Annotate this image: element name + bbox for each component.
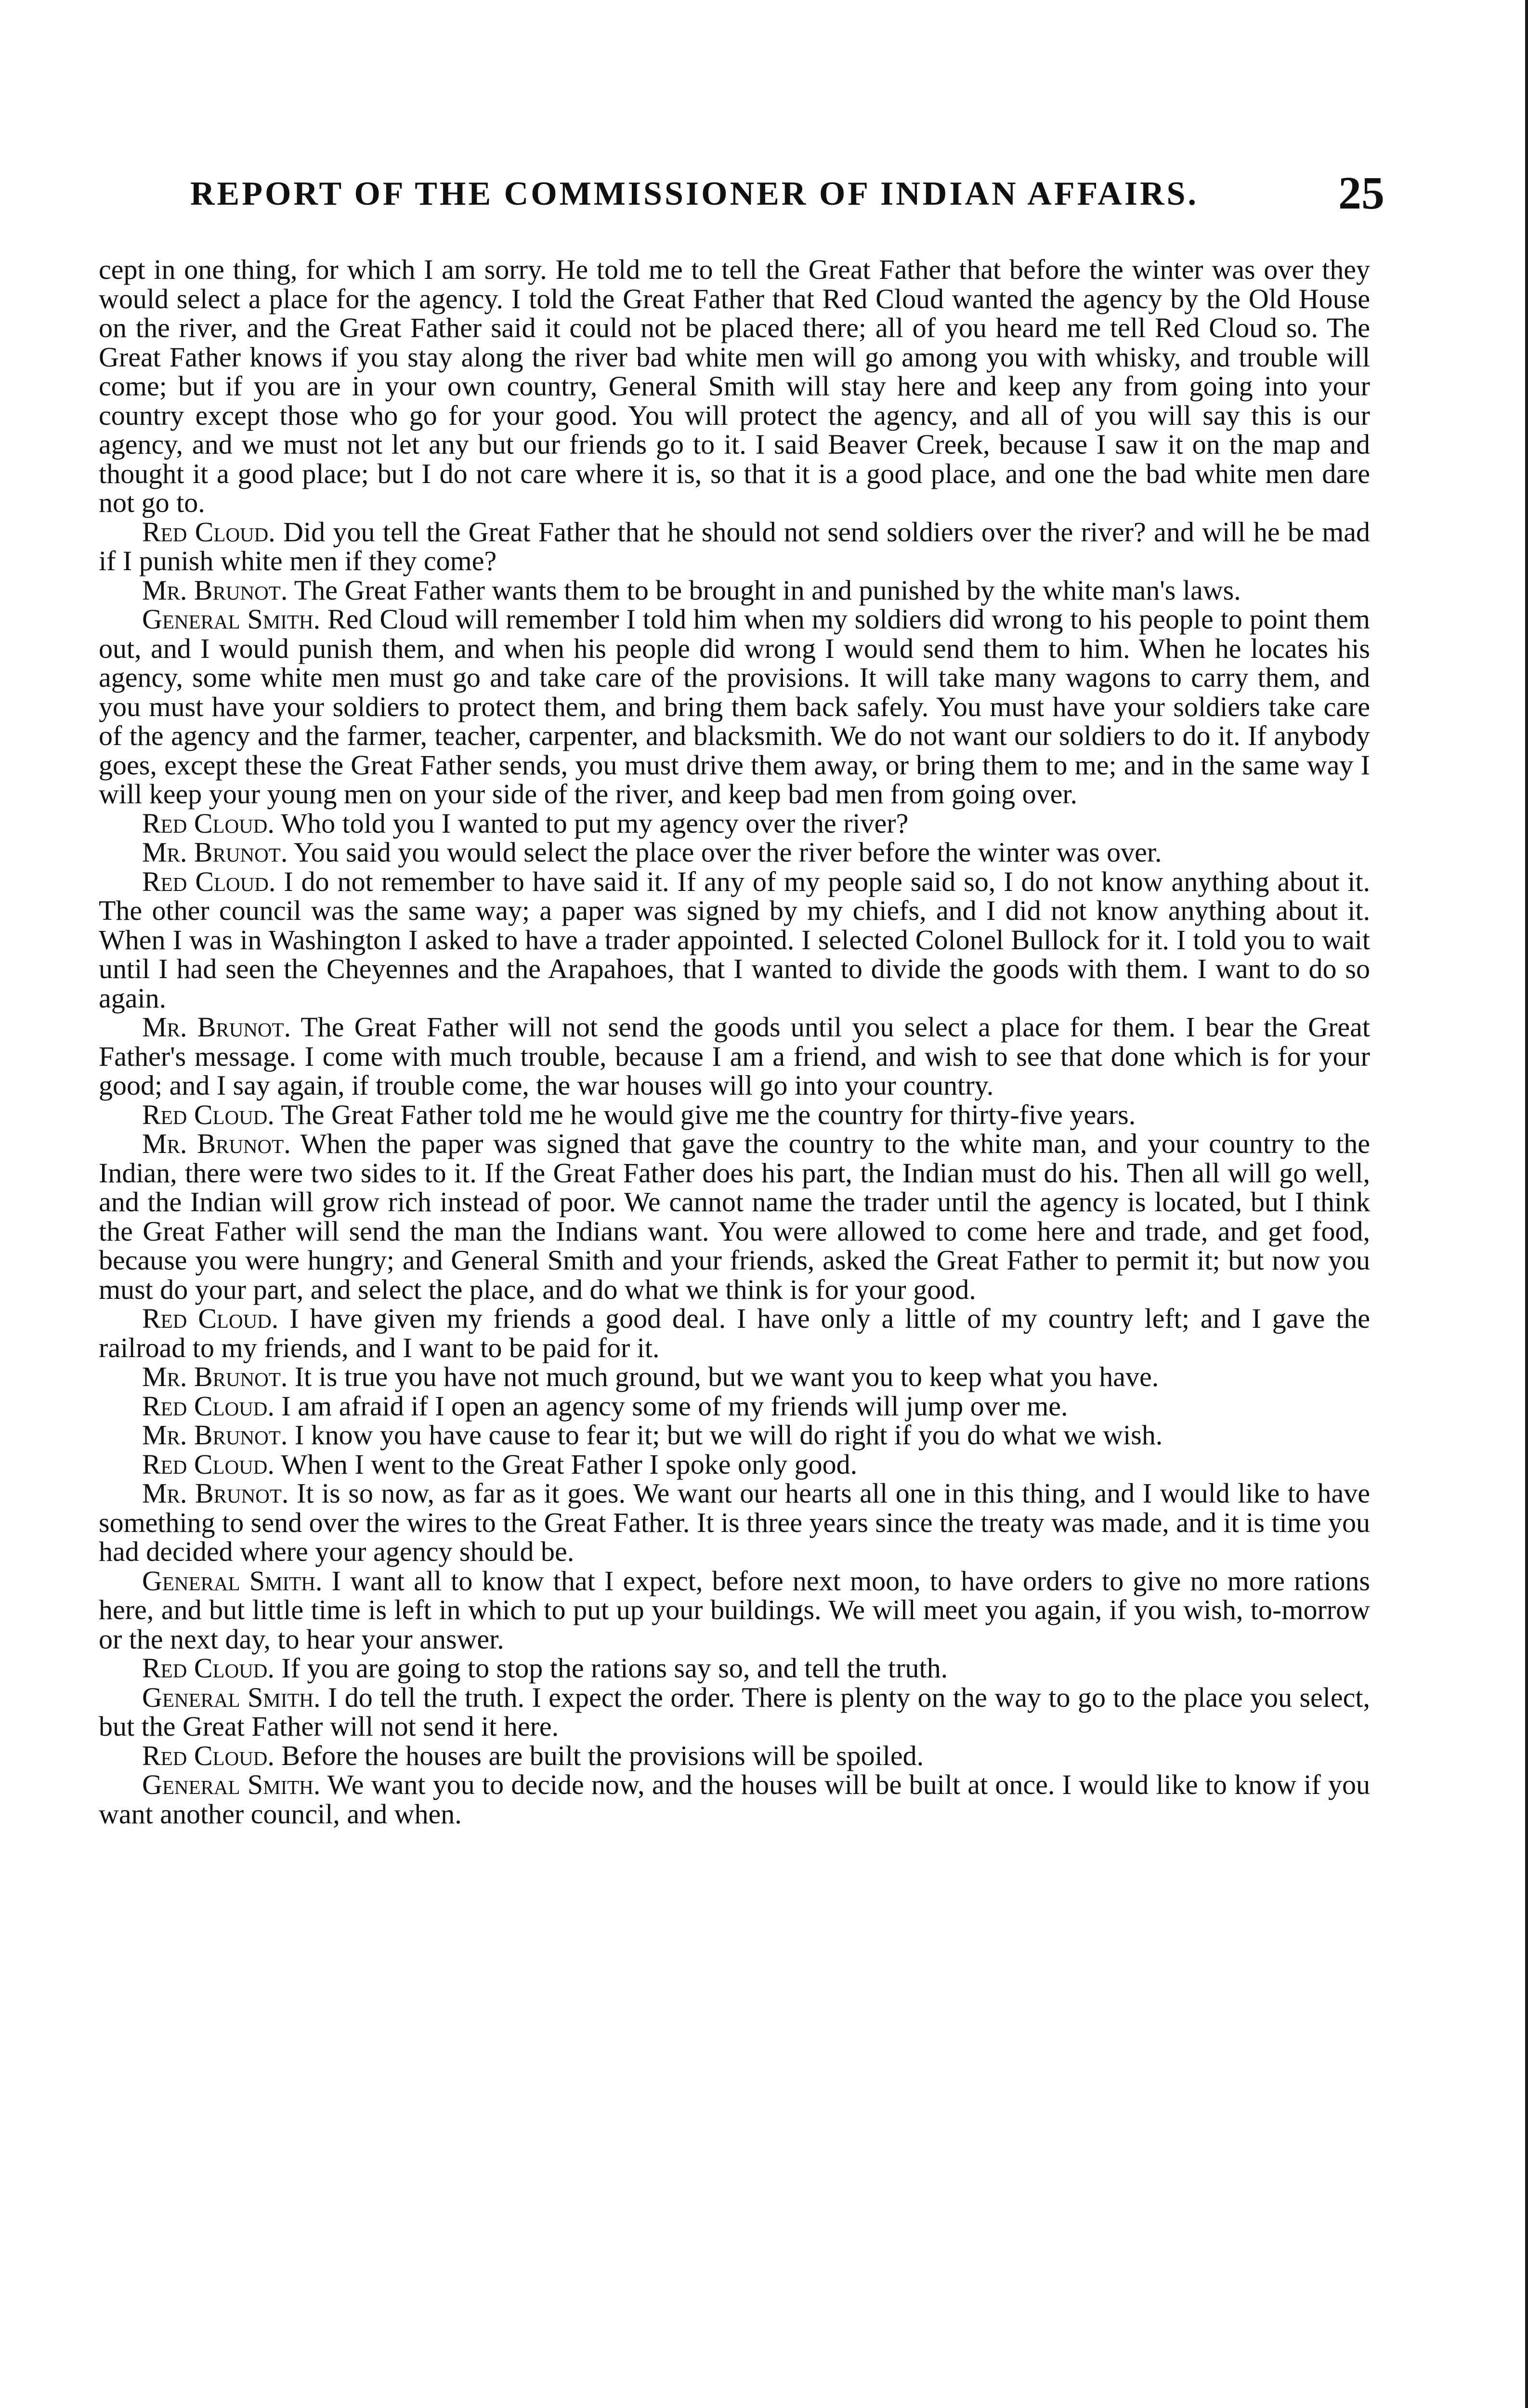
speaker-name: Red Cloud.	[142, 1448, 274, 1480]
paragraph-text: The Great Father wants them to be brought in and punished by the white man's laws.	[294, 574, 1241, 606]
paragraph	[99, 1567, 1370, 1654]
paragraph	[99, 1479, 1370, 1567]
paragraph-continued	[99, 255, 1370, 518]
paragraph	[99, 1770, 1370, 1829]
paragraph-text: Did you tell the Great Father that he should not send soldiers over the river? and will he be mad if I punish white men if they come?	[99, 516, 1371, 576]
speaker-name: Red Cloud.	[142, 807, 274, 839]
speaker-name: Mr. Brunot.	[142, 1419, 288, 1451]
paragraph	[99, 1392, 1370, 1421]
speaker-name: Mr. Brunot.	[142, 837, 288, 868]
paragraph	[99, 838, 1370, 867]
paragraph	[99, 867, 1370, 1013]
paragraph-text: I have given my friends a good deal. I have only a little of my country left; and I gave the railroad to my friends, and I want to be paid for it.	[99, 1303, 1370, 1363]
paragraph-text: I do not remember to have said it. If any of my people said so, I do not know anything about it. The other council was the same way; a paper was signed by my chiefs, and I did not know anything about it. When I was in Washington I asked to have a trader appointed. I selected Colonel Bullock for it. I told you to wait until I had seen the Cheyennes and the Arapahoes, that I wanted to divide the goods with them. I want to do so again.	[99, 865, 1371, 1014]
paragraph-text: I want all to know that I expect, before next moon, to have orders to give no more rations here, and but little time is left in which to put up your buildings. We will meet you again, if you wish, to-morrow or the next day, to hear your answer.	[99, 1565, 1371, 1655]
paragraph-text: Red Cloud will remember I told him when my soldiers did wrong to his people to point them out, and I would punish them, and when his people did wrong I would send them to him. When he locates his agency, some white men must go and take care of the provisions. It will take many wagons to carry them, and you must have your soldiers to protect them, and bring them back safely. You must have your soldiers take care of the agency and the farmer, teacher, carpenter, and blacksmith. We do not want our soldiers to do it. If anybody goes, except these the Great Father sends, you must drive them away, or bring them to me; and in the same way I will keep your young men on your side of the river, and keep bad men from going over.	[99, 603, 1370, 810]
speaker-name: Red Cloud.	[142, 1390, 274, 1422]
paragraph	[99, 1450, 1370, 1479]
paragraph-text: You said you would select the place over the river before the winter was over.	[293, 837, 1162, 868]
paragraph	[99, 1304, 1370, 1362]
paragraph-text: Before the houses are built the provisions will be spoiled.	[281, 1740, 924, 1771]
speaker-name: Mr. Brunot.	[142, 1478, 289, 1509]
paragraph-text: We want you to decide now, and the houses will be built at once. I would like to know if you want another council, and when.	[99, 1769, 1371, 1830]
paragraph-text: The Great Father told me he would give me the country for thirty-five years.	[281, 1099, 1136, 1130]
paragraph-text: I do tell the truth. I expect the order. There is plenty on the way to go to the place you select, but the Great Father will not send it here.	[99, 1681, 1371, 1742]
speaker-name: Mr. Brunot.	[142, 574, 288, 606]
speaker-name: Mr. Brunot.	[142, 1361, 288, 1392]
speaker-name: Red Cloud.	[142, 1303, 279, 1334]
paragraph-text: The Great Father will not send the goods until you select a place for them. I bear the Great Father's message. I come with much trouble, because I am a friend, and wish to see that done which is for your good; and I say again, if trouble come, the war houses will go into your country.	[99, 1011, 1370, 1101]
page-number: 25	[1338, 167, 1384, 219]
paragraph	[99, 576, 1370, 605]
speaker-name: General Smith.	[142, 1769, 321, 1800]
speaker-name: Mr. Brunot.	[142, 1011, 291, 1043]
paragraph	[99, 1741, 1370, 1771]
paragraph	[99, 1362, 1370, 1392]
paragraph-text: When the paper was signed that gave the country to the white man, and your country to the Indian, there were two sides to it. If the Great Father does his part, the Indian must do his. Then all will go well, and the Indian will grow rich instead of poor. We cannot name the trader until the agency is located, but I think the Great Father will send the man the Indians want. You were allowed to come here and trade, and get food, because you were hungry; and General Smith and your friends, asked the Great Father to permit it; but now you must do your part, and select the place, and do what we think is for your good.	[99, 1128, 1370, 1305]
paragraph-text: When I went to the Great Father I spoke only good.	[281, 1448, 858, 1480]
paragraph	[99, 1654, 1370, 1683]
paragraph-text: cept in one thing, for which I am sorry. He told me to tell the Great Father that before the winter was over they would select a place for the agency. I told the Great Father that Red Cloud wanted the agency by the Old House on the river, and the Great Father said it could not be placed there; all of you heard me tell Red Cloud so. The Great Father knows if you stay along the river bad white men will go among you with whisky, and trouble will come; but if you are in your own country, General Smith will stay here and keep any from going into your country except those who go for your good. You will protect the agency, and all of you will say this is our agency, and we must not let any but our friends go to it. I said Beaver Creek, because I saw it on the map and thought it a good place; but I do not care where it is, so that it is a good place, and one the bad white men dare not go to.	[99, 254, 1370, 518]
speaker-name: Mr. Brunot.	[142, 1128, 291, 1159]
speaker-name: General Smith.	[142, 603, 321, 635]
paragraph-text: It is so now, as far as it goes. We want our hearts all one in this thing, and I would like to have something to send over the wires to the Great Father. It is three years since the treaty was made, and it is time you had decided where your agency should be.	[99, 1478, 1370, 1567]
paragraph	[99, 518, 1370, 576]
paragraph	[99, 1013, 1370, 1100]
paragraph-text: If you are going to stop the rations say so, and tell the truth.	[281, 1652, 948, 1684]
speaker-name: General Smith.	[142, 1565, 323, 1597]
speaker-name: Red Cloud.	[142, 516, 275, 548]
paragraph-text: Who told you I wanted to put my agency over the river?	[281, 807, 909, 839]
body-text	[99, 255, 1370, 2408]
speaker-name: Red Cloud.	[142, 865, 276, 897]
page-edge	[1525, 0, 1528, 2408]
speaker-name: General Smith.	[142, 1681, 321, 1713]
running-header	[190, 166, 1384, 219]
paragraph	[99, 809, 1370, 838]
speaker-name: Red Cloud.	[142, 1652, 274, 1684]
paragraph-text: I know you have cause to fear it; but we will do right if you do what we wish.	[294, 1419, 1163, 1451]
paragraph-text: It is true you have not much ground, but we want you to keep what you have.	[294, 1361, 1159, 1392]
paragraph	[99, 1421, 1370, 1450]
paragraph	[99, 605, 1370, 809]
speaker-name: Red Cloud.	[142, 1099, 274, 1130]
header-title: REPORT OF THE COMMISSIONER OF INDIAN AFFAIRS.	[190, 175, 1199, 212]
paragraph-text: I am afraid if I open an agency some of my friends will jump over me.	[281, 1390, 1068, 1422]
speaker-name: Red Cloud.	[142, 1740, 274, 1771]
paragraph	[99, 1683, 1370, 1741]
paragraph	[99, 1129, 1370, 1304]
paragraph	[99, 1100, 1370, 1130]
